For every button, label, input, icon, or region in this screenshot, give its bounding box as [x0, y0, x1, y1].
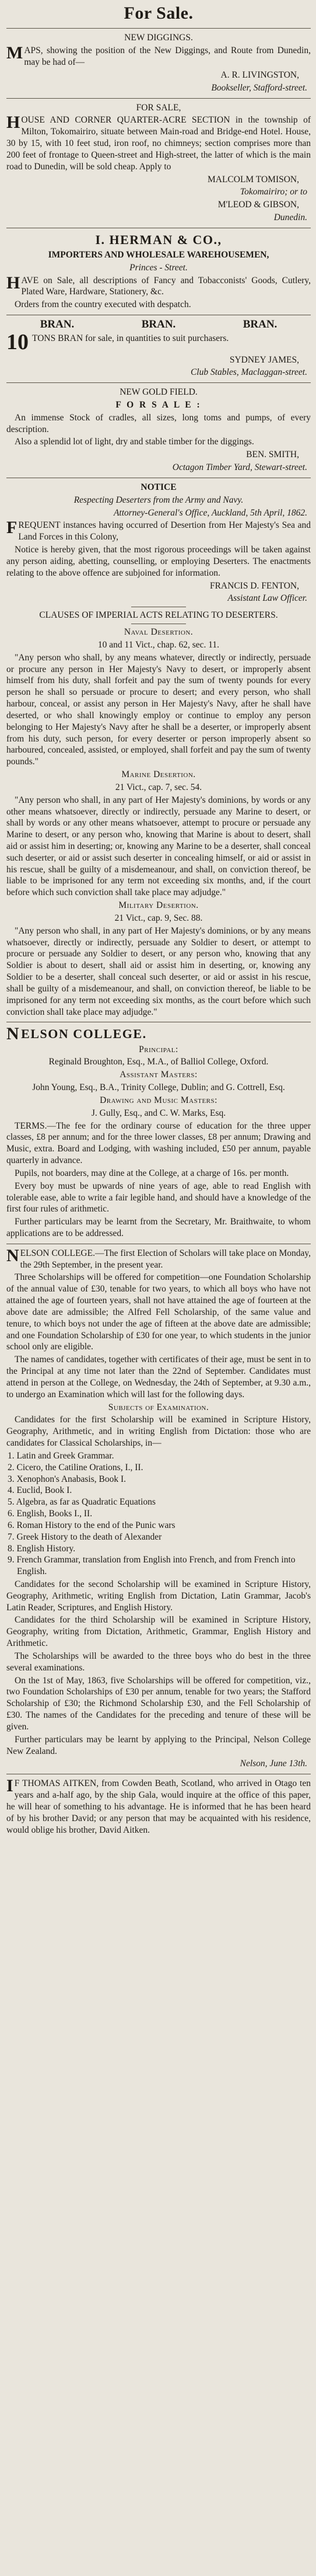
subject-item: 6. Roman History to the end of the Punic wars [8, 1520, 175, 1530]
advertiser-address: Octagon Timber Yard, Stewart-street. [172, 462, 307, 473]
ad-body: HAVE on Sale, all descriptions of Fancy and Tobacconists' Goods, Cutlery, Plated Ware, Hardware, Stationery, &c. [6, 273, 311, 297]
newspaper-column [0, 2, 316, 1840]
marine-reference: 21 Vict., cap. 7, sec. 54. [115, 782, 202, 792]
advertiser-address: Princes - Street. [129, 262, 188, 273]
naval-heading: Naval Desertion. [124, 627, 194, 638]
notice-paragraph-1: FREQUENT instances having occurred of Desertion from Her Majesty's Sea and Land Forces in this Colony, [6, 518, 311, 542]
subjects-heading: Subjects of Examination. [108, 1402, 209, 1412]
ad-body: HOUSE AND CORNER QUARTER-ACRE SECTION in the township of Milton, Tokomairiro, situate between Main-road and Bridge-end Hotel. House, 30 by 15, with 10 feet stud, iron roof, no chimneys; section comprises more than 200 feet of frontage to Queen-street and High-street, the latter of which is the main road to Dunedin, will be sold cheap. Apply to [6, 113, 311, 172]
scholarship-paragraph-1: NELSON COLLEGE.—The first Election of Scholars will take place on Monday, the 29th September, in the present year. [6, 1245, 311, 1270]
bran-offer [6, 332, 311, 353]
scholarship-paragraph-7: On the 1st of May, 1863, five Scholarships will be offered for competition, viz., two Foundation Scholarships of £30 per annum, tenable for two years; the Stafford Scholarship of £30; the Richmond Scholarship £30, and the Fell Scholarship of £30. The names of the Candidates for the preceding and tenure of these will be given. [6, 1675, 311, 1732]
ad-title: NELSON COLLEGE. [6, 1024, 147, 1044]
bran-word: BRAN. [40, 318, 75, 331]
ad-nelson-college [6, 1022, 311, 1243]
for-sale-banner: F O R S A L E : [115, 400, 202, 410]
ad-body: MAPS, showing the position of the New Diggings, and Route from Dunedin, may be had of— [6, 43, 311, 68]
ad-body: An immense Stock of cradles, all sizes, long toms and pumps, of every description. [6, 412, 311, 434]
ad-new-gold-field [6, 382, 311, 478]
terms-paragraph: TERMS.—The fee for the ordinary course of education for the three upper classes, £8 per annum; and for the three lower classes, £8 per annum; Drawing and Music, extra. Board and Lodging, with washing included, £50 per annum, payable quarterly in advance. [6, 1120, 311, 1166]
advertiser-address: Tokomairiro; or to [240, 187, 307, 197]
pupils-paragraph: Pupils, not boarders, may dine at the College, at a charge of 16s. per month. [15, 1168, 289, 1178]
drawing-label: Drawing and Music Masters: [100, 1095, 217, 1105]
ad-nelson-scholarships [6, 1244, 311, 1774]
principal-label: Principal: [139, 1044, 178, 1054]
scholarship-paragraph-8: Further particulars may be learnt by applying to the Principal, Nelson College New Zealand. [6, 1734, 311, 1756]
principal-name: Reginald Broughton, Esq., M.A., of Balliol College, Oxford. [48, 1057, 269, 1067]
ad-title: NEW GOLD FIELD. [120, 387, 198, 398]
subject-item: 4. Euclid, Book I. [8, 1485, 72, 1496]
scholarship-paragraph-6: The Scholarships will be awarded to the three boys who do best in the three several examinations. [6, 1651, 311, 1673]
bran-banner [6, 318, 311, 332]
further-paragraph: Further particulars may be learnt from the Secretary, Mr. Braithwaite, to whom applications are to be addressed. [6, 1217, 311, 1238]
ad-house-for-sale [6, 98, 311, 228]
naval-clause: "Any person who shall, by any means whatever, directly or indirectly, persuade or procure any person in Her Majesty's Navy to desert, or improperly absent himself from his duty, shall forfeit and pay the sum of twenty pounds for every person he shall so persuade or procure to desert; and every person, who shall harbour, conceal, or assist any person in Her Majesty's Navy, after he shall have deserted, or who shall knowingly employ or continue to employ any person belonging to Her Majesty's Navy after he shall be a deserter, or improperly absent from his duty, such person, for every deserter or person improperly absent so harboured, concealed, assisted, or employed, shall forfeit and pay the sum of twenty pounds." [6, 652, 311, 767]
ad-bran [6, 315, 311, 382]
ad-body-2: Orders from the country executed with despatch. [15, 300, 191, 310]
advertiser-name: I. HERMAN & CO., [95, 232, 222, 247]
subject-item: 2. Cicero, the Catiline Orations, I., II. [8, 1462, 143, 1473]
advertiser-name: SYDNEY JAMES, [229, 354, 299, 365]
subject-item: 1. Latin and Greek Grammar. [8, 1450, 114, 1461]
marine-clause: "Any person who shall, in any part of Her Majesty's dominions, by words or any other means whatsoever, directly or indirectly, persuade any Marine to desert, or shall by words or any other means whatsoever, attempt to procure or persuade any Marine to desert, or any person who, knowing that Marine is about to desert, shall aid or assist him in deserting; or, knowing any Marine to be a deserter, shall conceal such deserter, or aid or assist such deserter in concealing himself, or aid or assist in his rescue, shall be guilty of a misdemeanour, and shall, on conviction thereof, be liable to be imprisoned for any term not exceeding six months, and, if the court before which such conviction shall take place may adjudge." [6, 795, 311, 898]
ad-body: IF THOMAS AITKEN, from Cowden Beath, Scotland, who arrived in Otago ten years and a-half ago, by the ship Gala, would inquire at the office of this paper, he will hear of something to his advantage. He is informed that he has been heard of by his brother David; or any person that may be acquainted with his residence, would oblige his brother, David Aitken. [6, 1776, 311, 1835]
scholarship-paragraph-5: Candidates for the third Scholarship will be examined in Scripture History, Geography, writing from Dictation, Arithmetic, Grammar, English History and Arithmetic. [6, 1615, 311, 1649]
notice-paragraph-2: Notice is hereby given, that the most rigorous proceedings will be taken against any person aiding, abetting, counselling, or employing Deserters. The enactments relating to the above offence are subjoined for information. [6, 545, 311, 578]
scholarship-paragraph-3: The names of candidates, together with certificates of their age, must be sent in to the Principal at any time not later than the 22nd of September. Candidates must attend in person at the College, on Wednesday, the 24th of September, at 9.30 a.m., to undergo an Examination which will last for the following days. [6, 1355, 311, 1400]
assistants-names: John Young, Esq., B.A., Trinity College, Dublin; and G. Cottrell, Esq. [32, 1082, 285, 1093]
ad-title: NOTICE [141, 482, 177, 492]
bran-quantity: 10 [6, 330, 29, 355]
advertiser-name: MALCOLM TOMISON, [207, 174, 299, 185]
advertiser-name: A. R. LIVINGSTON, [220, 69, 299, 80]
clauses-title: CLAUSES OF IMPERIAL ACTS RELATING TO DESERTERS. [39, 610, 278, 621]
advertiser-address: Club Stables, Maclaggan-street. [190, 367, 307, 378]
ad-herman-co [6, 228, 311, 315]
ad-new-diggings [6, 28, 311, 98]
military-clause: "Any person who shall, in any part of Her Majesty's dominions, or by any means whatsoever, directly or indirectly, persuade any Soldier to desert, or attempt to procure or persuade any Soldier to desert, or any person who, knowing that any Soldier is about to desert, shall aid or assist him in deserting, or, knowing any Soldier to be a deserter, shall conceal such deserter, or aid or assist in his rescue, shall be guilty of a misdemeanour, and shall, on conviction thereof, be liable to be imprisoned for any term not exceeding six months, as the court before which such conviction shall take place may adjudge." [6, 925, 311, 1017]
signatory: FRANCIS D. FENTON, [209, 580, 299, 591]
ad-title: IMPORTERS AND WHOLESALE WAREHOUSEMEN, [48, 249, 269, 260]
ad-body-2: Also a splendid lot of light, dry and stable timber for the diggings. [15, 437, 254, 447]
scholarship-date: Nelson, June 13th. [240, 1759, 307, 1769]
scholarship-paragraph-2: Three Scholarships will be offered for competition—one Foundation Scholarship of the annual value of £30, tenable for two years, to which all boys who have not attained the age of fourteen years, shall not have attained the age of fourteen at the above date are admissible; the Alfred Fell Scholarship, of the same value and tenure, to which boys not under the age of fifteen at the above date are admissible; and one Foundation Scholarship of £30 for one year, to which students in the junior school only are eligible. [6, 1272, 311, 1352]
ad-deserters-notice [6, 478, 311, 1022]
subjects-list [6, 1450, 311, 1578]
subject-item: 3. Xenophon's Anabasis, Book I. [8, 1474, 126, 1484]
subject-item: 6. English, Books I., II. [8, 1509, 93, 1519]
advertiser-address-2: Dunedin. [273, 212, 307, 222]
bran-word: BRAN. [141, 318, 176, 331]
subject-item: 7. Greek History to the death of Alexander [8, 1531, 162, 1542]
subject-item: 5. Algebra, as far as Quadratic Equations [8, 1497, 156, 1508]
subjects-intro: Candidates for the first Scholarship will be examined in Scripture History, Geography, Arithmetic, and in writing English from Dictation: those who are candidates for Classical Scholarships, in— [6, 1415, 311, 1449]
entry-paragraph: Every boy must be upwards of nine years of age, able to read English with tolerable ease, able to write a fair legible hand, and should have a knowledge of the first four rules of arithmetic. [6, 1181, 311, 1214]
dateline: Attorney-General's Office, Auckland, 5th April, 1862. [113, 507, 307, 518]
signatory-role: Assistant Law Officer. [227, 593, 307, 604]
advertiser-name: BEN. SMITH, [246, 450, 299, 460]
drawing-names: J. Gully, Esq., and C. W. Marks, Esq. [91, 1108, 226, 1118]
naval-reference: 10 and 11 Vict., chap. 62, sec. 11. [97, 639, 220, 650]
military-reference: 21 Vict., cap. 9, Sec. 88. [114, 913, 203, 923]
ad-title: FOR SALE, [136, 102, 181, 113]
assistants-label: Assistant Masters: [120, 1070, 198, 1080]
ad-subtitle: Respecting Deserters from the Army and Navy. [73, 495, 244, 505]
advertiser-address: Bookseller, Stafford-street. [211, 82, 307, 93]
scholarship-paragraph-4: Candidates for the second Scholarship will be examined in Scripture History, Geography, Arithmetic, writing English from Dictation, Latin Grammar, Jacob's Latin Reader, Scriptures, and English History. [6, 1579, 311, 1613]
military-heading: Military Desertion. [118, 900, 199, 911]
section-heading: For Sale. [124, 4, 194, 23]
ad-title: NEW DIGGINGS. [124, 33, 193, 43]
marine-heading: Marine Desertion. [121, 770, 196, 780]
subject-item: 9. French Grammar, translation from English into French, and from French into English. [8, 1555, 296, 1577]
bran-word: BRAN. [243, 318, 278, 331]
ad-thomas-aitken [6, 1774, 311, 1840]
subject-item: 8. English History. [8, 1543, 76, 1554]
ad-body: TONS BRAN for sale, in quantities to suit purchasers. [32, 333, 229, 344]
advertiser-name-2: M'LEOD & GIBSON, [217, 200, 299, 210]
